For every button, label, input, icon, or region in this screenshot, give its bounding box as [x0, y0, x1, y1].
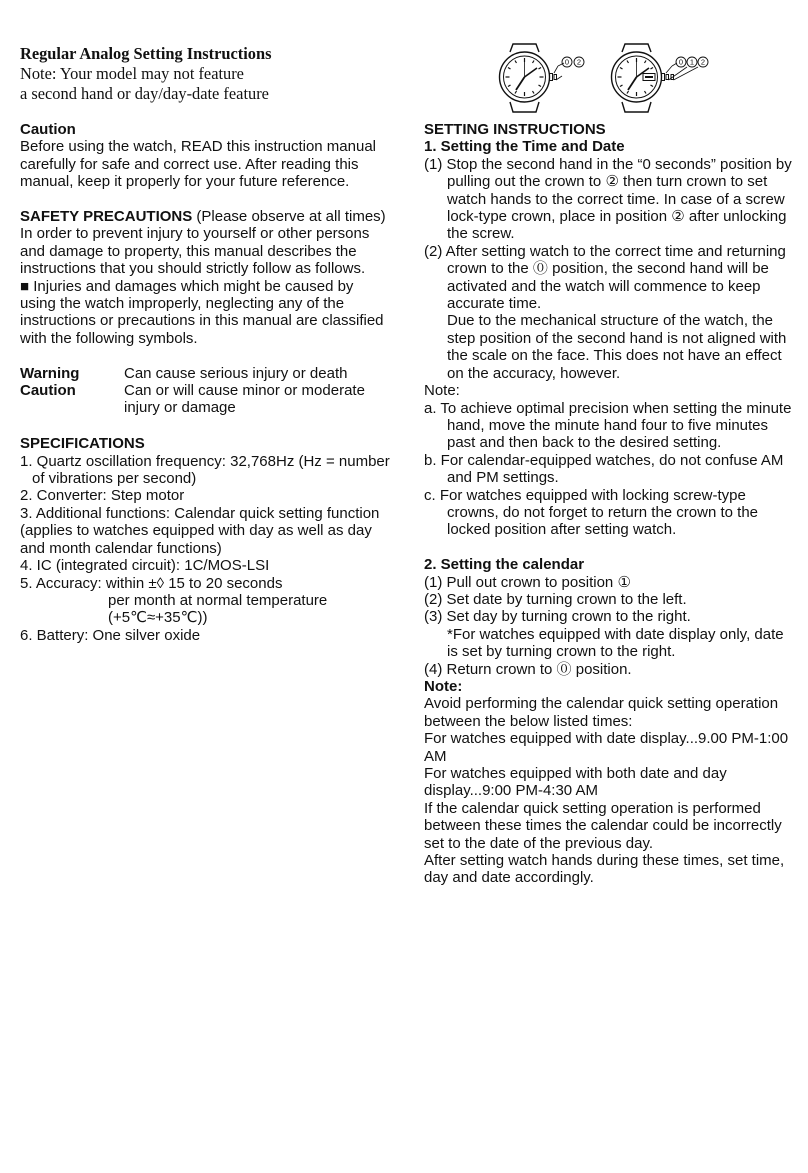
setting-note-a: a. To achieve optimal precision when setting the minute hand, move the minute hand four to five minutes past and then back to the desired setting.	[424, 399, 792, 452]
spec-item: 6. Battery: One silver oxide	[20, 626, 201, 644]
step-text: After setting watch to the correct time and returning crown to the	[442, 242, 786, 278]
left-column	[20, 121, 392, 644]
symbol-row-caution	[20, 382, 392, 417]
safety-paragraph	[20, 208, 392, 225]
setting-note-c: c. For watches equipped with locking screw-type crowns, do not forget to return the crown to the locked position after setting watch.	[424, 486, 759, 539]
setting-instructions-heading: SETTING INSTRUCTIONS	[424, 121, 606, 138]
step-text: after unlocking the screw.	[447, 208, 787, 243]
spec-item: 1. Quartz oscillation frequency: 32,768Hz (Hz = number of vibrations per second)	[20, 452, 390, 488]
calendar-note-text: For watches equipped with date display...9.00 PM-1:00 AM	[424, 730, 789, 765]
step-text: (1) Pull out crown to position	[424, 573, 618, 591]
document-header	[20, 44, 350, 104]
watch-diagram-left	[500, 44, 585, 112]
model-note-line-2: a second hand or day/day-date feature	[20, 84, 269, 103]
model-note-line-1: Note: Your model may not feature	[20, 64, 244, 83]
safety-heading: SAFETY PRECAUTIONS	[20, 208, 193, 226]
symbol-term: Warning	[20, 364, 80, 382]
step-text: then turn crown to set watch hands to the correct time. In case of a screw lock-type crown, place in position	[447, 173, 785, 226]
document-title: Regular Analog Setting Instructions	[20, 44, 272, 63]
step-text: position, the second hand will be activated and the watch will commence to keep accurate time.	[447, 260, 769, 313]
calendar-note-text: Avoid performing the calendar quick setting operation between the below listed times:	[424, 695, 779, 730]
calendar-note-label: Note:	[424, 677, 463, 695]
symbol-term: Caution	[20, 382, 76, 400]
spec-item: 4. IC (integrated circuit): 1C/MOS-LSI	[20, 557, 270, 575]
calendar-step-3-detail: *For watches equipped with date display only, date is set by turning crown to the right.	[447, 625, 784, 661]
watch-diagrams	[496, 40, 714, 118]
caution-heading: Caution	[20, 121, 76, 138]
setting-note-label: Note:	[424, 382, 460, 400]
step-text: Stop the second hand in the “0 seconds” position by pulling out the crown to	[442, 155, 792, 191]
spec-item-continued: per month at normal temperature	[108, 591, 328, 609]
symbol-desc: Can cause serious injury or death	[124, 364, 348, 382]
crown-position-0-icon: ⓪	[556, 660, 572, 678]
watch-diagram-right	[612, 44, 709, 112]
crown-position-2-icon: ②	[605, 173, 619, 191]
step-number: (1)	[424, 155, 443, 173]
step-number: (2)	[424, 242, 443, 260]
calendar-step-1	[424, 574, 798, 591]
spec-item: 3. Additional functions: Calendar quick setting function (applies to watches equipped with day as well as day and month calendar functions)	[20, 504, 380, 557]
crown-position-label: 2	[700, 57, 706, 67]
spec-item: 5. Accuracy: within ±◊ 15 to 20 seconds	[20, 574, 283, 592]
calendar-step-2: (2) Set date by turning crown to the left.	[424, 590, 687, 608]
crown-position-label: 0	[678, 57, 684, 67]
setting-step-2	[424, 243, 798, 313]
setting-time-date-heading: 1. Setting the Time and Date	[424, 138, 625, 156]
crown-position-label: 2	[576, 57, 582, 67]
setting-calendar-heading: 2. Setting the calendar	[424, 556, 585, 574]
crown-position-label: 0	[564, 57, 570, 67]
symbol-desc: Can or will cause minor or moderate injury or damage	[124, 382, 365, 417]
spec-item-continued: (+5℃≈+35℃))	[108, 609, 208, 627]
safety-bullet	[20, 278, 392, 348]
symbol-row-warning	[20, 365, 392, 382]
step-text: (4) Return crown to	[424, 660, 557, 678]
calendar-step-3: (3) Set day by turning crown to the right.	[424, 608, 691, 626]
step-text: position.	[571, 660, 632, 678]
caution-text: Before using the watch, READ this instruction manual carefully for safe and correct use. After reading this manual, keep it properly for your future reference.	[20, 138, 377, 191]
square-bullet-icon: ■	[20, 277, 30, 295]
safety-text: In order to prevent injury to yourself or other persons and damage to property, this manual describes the instructions that you should strictly follow as follows.	[20, 225, 370, 278]
calendar-note-text: For watches equipped with both date and day display...9:00 PM-4:30 AM	[424, 765, 727, 800]
spec-item: 2. Converter: Step motor	[20, 487, 185, 505]
setting-note-b: b. For calendar-equipped watches, do not confuse AM and PM settings.	[424, 451, 784, 487]
safety-heading-note: (Please observe at all times)	[192, 208, 386, 226]
specifications-heading: SPECIFICATIONS	[20, 435, 145, 453]
crown-position-0-icon: ⓪	[532, 260, 548, 278]
safety-bullet-text: Injuries and damages which might be caused by using the watch improperly, neglecting any of the instructions or precautions in this manual are classified with the following symbols.	[20, 277, 384, 347]
crown-position-1-icon: ①	[617, 573, 631, 591]
setting-step-1	[424, 156, 798, 243]
right-column	[424, 121, 798, 887]
calendar-step-4	[424, 661, 798, 678]
crown-position-label: 1	[689, 57, 695, 67]
crown-position-2-icon: ②	[671, 208, 685, 226]
calendar-note-text: After setting watch hands during these times, set time, day and date accordingly.	[424, 852, 785, 887]
setting-step-2-detail: Due to the mechanical structure of the watch, the step position of the second hand is not aligned with the scale on the face. This does not have an effect on the accuracy, however.	[447, 312, 787, 382]
calendar-note-text: If the calendar quick setting operation is performed between these times the calendar could be incorrectly set to the date of the previous day.	[424, 799, 782, 852]
